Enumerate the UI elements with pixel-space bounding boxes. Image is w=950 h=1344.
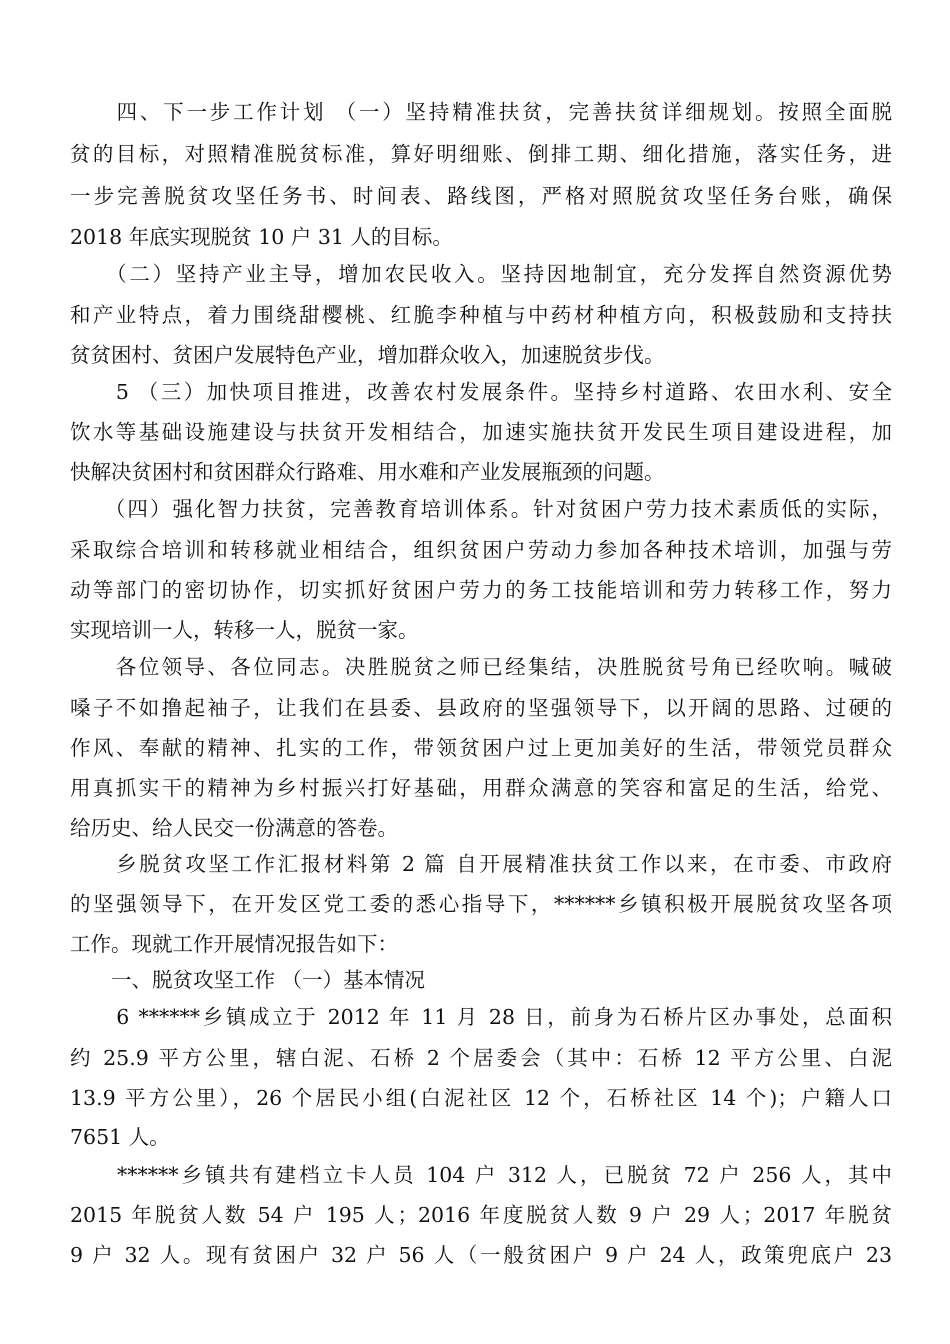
text-line: 动等部门的密切协作，切实抓好贫困户劳力的务工技能培训和劳力转移工作，努力 (70, 578, 892, 602)
text-line: 2015 年脱贫人数 54 户 195 人；2016 年度脱贫人数 9 户 29 人；2017 年脱贫 (70, 1203, 892, 1227)
text-line: 给历史、给人民交一份满意的答卷。 (70, 816, 398, 840)
text-line: 5 （三）加快项目推进，改善农村发展条件。坚持乡村道路、农田水利、安全 (70, 380, 892, 404)
text-line: 7651 人。 (70, 1125, 170, 1149)
text-line: 实现培训一人，转移一人，脱贫一家。 (70, 618, 419, 642)
text-line: 6 ******乡镇成立于 2012 年 11 月 28 日，前身为石桥片区办事处，总面积 (70, 1005, 892, 1029)
text-line: 嗓子不如撸起袖子，让我们在县委、县政府的坚强领导下，以开阔的思路、过硬的 (70, 696, 892, 720)
text-line: 的坚强领导下，在开发区党工委的悉心指导下，******乡镇积极开展脱贫攻坚各项 (70, 892, 892, 916)
text-line: 工作。现就工作开展情况报告如下： (70, 932, 398, 956)
text-line: ******乡镇共有建档立卡人员 104 户 312 人，已脱贫 72 户 256 人，其中 (70, 1163, 892, 1187)
text-line: 贫的目标，对照精准脱贫标准，算好明细账、倒排工期、细化措施，落实任务，进 (70, 142, 892, 166)
text-line: 四、下一步工作计划 （一）坚持精准扶贫，完善扶贫详细规划。按照全面脱 (70, 100, 892, 124)
text-line: 各位领导、各位同志。决胜脱贫之师已经集结，决胜脱贫号角已经吹响。喊破 (70, 655, 892, 679)
text-line: 约 25.9 平方公里，辖白泥、石桥 2 个居委会（其中：石桥 12 平方公里、白泥 (70, 1046, 892, 1070)
text-line: 和产业特点，着力围绕甜樱桃、红脆李种植与中药材种植方向，积极鼓励和支持扶 (70, 303, 892, 327)
text-line: 2018 年底实现脱贫 10 户 31 人的目标。 (70, 225, 453, 249)
text-line: 一步完善脱贫攻坚任务书、时间表、路线图，严格对照脱贫攻坚任务台账，确保 (70, 184, 892, 208)
text-line: （二）坚持产业主导，增加农民收入。坚持因地制宜，充分发挥自然资源优势 (70, 262, 892, 286)
text-line: 乡脱贫攻坚工作汇报材料第 2 篇 自开展精准扶贫工作以来，在市委、市政府 (70, 852, 892, 876)
text-line: 一、脱贫攻坚工作 （一）基本情况 (70, 968, 426, 992)
text-line: 贫贫困村、贫困户发展特色产业，增加群众收入，加速脱贫步伐。 (70, 343, 665, 367)
text-line: 9 户 32 人。现有贫困户 32 户 56 人（一般贫困户 9 户 24 人，政策兜底户 23 (70, 1243, 892, 1267)
text-line: 作风、奉献的精神、扎实的工作，带领贫困户过上更加美好的生活，带领党员群众 (70, 736, 892, 760)
text-line: 快解决贫困村和贫困群众行路难、用水难和产业发展瓶颈的问题。 (70, 460, 665, 484)
text-line: 采取综合培训和转移就业相结合，组织贫困户劳动力参加各种技术培训，加强与劳 (70, 538, 892, 562)
text-line: 饮水等基础设施建设与扶贫开发相结合，加速实施扶贫开发民生项目建设进程，加 (70, 420, 892, 444)
text-line: （四）强化智力扶贫，完善教育培训体系。针对贫困户劳力技术素质低的实际， (70, 497, 892, 521)
text-line: 13.9 平方公里），26 个居民小组(白泥社区 12 个，石桥社区 14 个)；户籍人口 (70, 1086, 892, 1110)
text-line: 用真抓实干的精神为乡村振兴打好基础，用群众满意的笑容和富足的生活，给党、 (70, 776, 892, 800)
